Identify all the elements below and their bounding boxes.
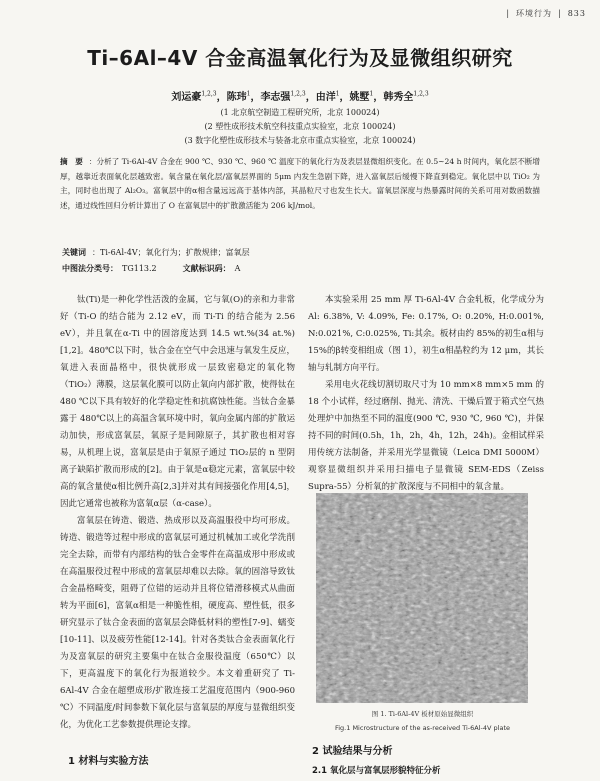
author-name: 刘运豪 bbox=[171, 92, 202, 103]
abstract-text: ：分析了 Ti-6Al-4V 合金在 900 ℃、930 ℃、960 ℃ 温度下的氧化行为及表层显微组织变化。在 0.5~24 h 时间内，氧化层不断增厚，越靠近表面氧化层越致密。氧含量在氧化层/富氧层界面的 5μm 内发生急剧下降，进入富氧层后缓慢下降直到稳定。氧化层中以 TiO₂ 为主，同时也出现了 Al₂O₃。富氧层中的α相含量远远高于基体内部，其晶粒尺寸也发生长大。富氧层深度与热暴露时间的关系可用对数函数描述，通过线性回归分析计算出了 O 在富氧层中的扩散激活能为 206 kJ/mol。 bbox=[60, 157, 541, 210]
section-heading-2: 2 试验结果与分析 bbox=[312, 746, 393, 757]
paragraph-material: 本实验采用 25 mm 厚 Ti-6Al-4V 合金轧板，化学成分为 Al: 6.38%, V: 4.09%, Fe: 0.17%, O: 0.20%, H:0.001%, N:0.021%, C:0.025%, Ti:其余。板材由约 85%的初生α相与 15%的β转变相组成（图 1），初生α相晶粒约为 12 μm，其长轴与轧制方向平行。 bbox=[308, 295, 544, 373]
author-affiliation-marker: 1,2,3 bbox=[413, 90, 429, 98]
body-column-right bbox=[308, 292, 544, 496]
paper-title: Ti–6Al–4V 合金高温氧化行为及显微组织研究 bbox=[87, 46, 513, 70]
author-affiliation-marker: 1,2,3 bbox=[290, 90, 306, 98]
doc-code-value: A bbox=[234, 264, 241, 273]
doc-code-label: 文献标识码： bbox=[182, 263, 231, 273]
abstract-label: 摘 要 bbox=[60, 157, 83, 166]
journal-name: 环境行为 bbox=[516, 9, 553, 18]
author-name: 韩秀全 bbox=[383, 92, 414, 103]
author-list: 刘运豪$^{1,2,3}$，陈玮$^1$，李志强$^{1,2,3}$，由洋$^1$，姚墅$^1$，韩秀全$^{1,2,3}$ bbox=[171, 90, 429, 103]
paragraph-method: 采用电火花线切割切取尺寸为 10 mm×8 mm×5 mm 的 18 个小试样，经过磨削、抛光、清洗、干燥后置于箱式空气热处理炉中加热至不同的温度(900 ℃, 930 ℃, 960 ℃)，并保持不同的时间(0.5h，1h，2h，4h，12h，24h)。金相试样采用传统方法制备，并采用光学显微镜（Leica DMI 5000M）观察显微组织并采用扫描电子显微镜 SEM-EDS（Zeiss Supra-55）分析氧的扩散深度与不同相中的氧含量。 bbox=[308, 380, 544, 492]
body-column-left bbox=[60, 292, 295, 734]
section-heading-1: 1 材料与实验方法 bbox=[68, 756, 149, 767]
author-affiliation-marker: 1 bbox=[369, 90, 374, 98]
subsection-heading-2-1: 2.1 氧化层与富氧层形貌特征分析 bbox=[312, 766, 441, 776]
author-name: 李志强 bbox=[260, 92, 291, 103]
author-affiliation-marker: 1,2,3 bbox=[201, 90, 217, 98]
classification bbox=[62, 263, 240, 274]
running-head: | 环境行为 | 833 bbox=[506, 9, 586, 18]
keywords-label: 关键词 bbox=[62, 247, 86, 257]
author-name: 由洋 bbox=[315, 92, 336, 103]
author-name: 陈玮 bbox=[226, 92, 247, 103]
affiliation-3: (3 数字化塑性成形技术与装备北京市重点实验室，北京 100024) bbox=[184, 136, 416, 145]
affiliation-1: (1 北京航空制造工程研究所，北京 100024) bbox=[220, 108, 380, 117]
paragraph-intro-2: 富氧层在铸造、锻造、热成形以及高温服役中均可形成。铸造、锻造等过程中形成的富氧层可通过机械加工或化学洗削完全去除，而带有内部结构的钛合金零件在高温成形中形成或在高温服役过程中形成的富氧层却难以去除。氧的固溶导致钛合金晶格畸变，阻碍了位错的运动并且将位错滑移模式从曲面转为平面[6]，富氧α相是一种脆性相，硬度高、塑性低，很多研究显示了钛合金表面的富氧层会降低材料的塑性[7-9]、蠕变[10-11]、以及疲劳性能[12-14]。针对各类钛合金表面氧化行为及富氧层的研究主要集中在钛合金服役温度（650℃）以下，更高温度下的氧化行为报道较少。本文着重研究了 Ti-6Al-4V 合金在超塑成形/扩散连接工艺温度范围内（900-960 ℃）不同温度/时间参数下氧化层与富氧层的厚度与显微组织变化，为优化工艺参数提供理论支撑。 bbox=[60, 516, 295, 730]
author-name: 姚墅 bbox=[349, 92, 370, 103]
keywords bbox=[62, 247, 250, 258]
author-affiliation-marker: 1 bbox=[335, 90, 340, 98]
keywords-text: ：Ti-6Al-4V；氧化行为；扩散规律；富氧层 bbox=[92, 248, 250, 257]
clc-value: TG113.2 bbox=[122, 264, 157, 273]
paragraph-intro-1: 钛(Ti)是一种化学性活泼的金属，它与氧(O)的亲和力非常好（Ti-O 的结合能为 2.12 eV，而 Ti-Ti 的结合能为 2.56 eV），并且氧在α-Ti 中的固溶度达到 14.5 wt.%(34 at.%)[1,2]。480℃以下时，钛合金在空气中会迅速与氧发生反应，氧进入表面晶格中，很快就形成一层致密稳定的氧化物（TiO₂）薄膜，这层氧化膜可以防止氧向内部扩散，使得钛在 480 ℃以下具有较好的化学稳定性和抗腐蚀性能。当钛合金暴露于 480℃以上的高温含氧环境中时，氧向金属内部的扩散运动加快，形成富氧层，氧原子是间隙原子，其扩散也相对容易，从机理上说，富氧层是由于氧原子通过 TiO₂层的 n 型阴离子缺陷扩散而形成的[2]。由于氧是α稳定元素，富氧层中较高的氧含量使α相比例升高[2,3]并对其有间接强化作用[4,5]，因此它通常也被称为富氧α层（α-case）。 bbox=[60, 295, 295, 509]
figure-caption-en: Fig.1 Microstructure of the as-received Ti-6Al-4V plate bbox=[334, 724, 510, 732]
figure-caption-cn: 图 1. Ti-6Al-4V 板材原始显微组织 bbox=[371, 710, 474, 718]
abstract bbox=[60, 155, 540, 213]
clc-label: 中图法分类号： bbox=[62, 263, 118, 273]
author-affiliation-marker: 1 bbox=[246, 90, 251, 98]
microstructure-image bbox=[316, 493, 528, 703]
page-number: 833 bbox=[567, 9, 586, 18]
affiliation-2: (2 塑性成形技术航空科技重点实验室，北京 100024) bbox=[204, 122, 396, 131]
microstructure-texture bbox=[316, 493, 528, 703]
